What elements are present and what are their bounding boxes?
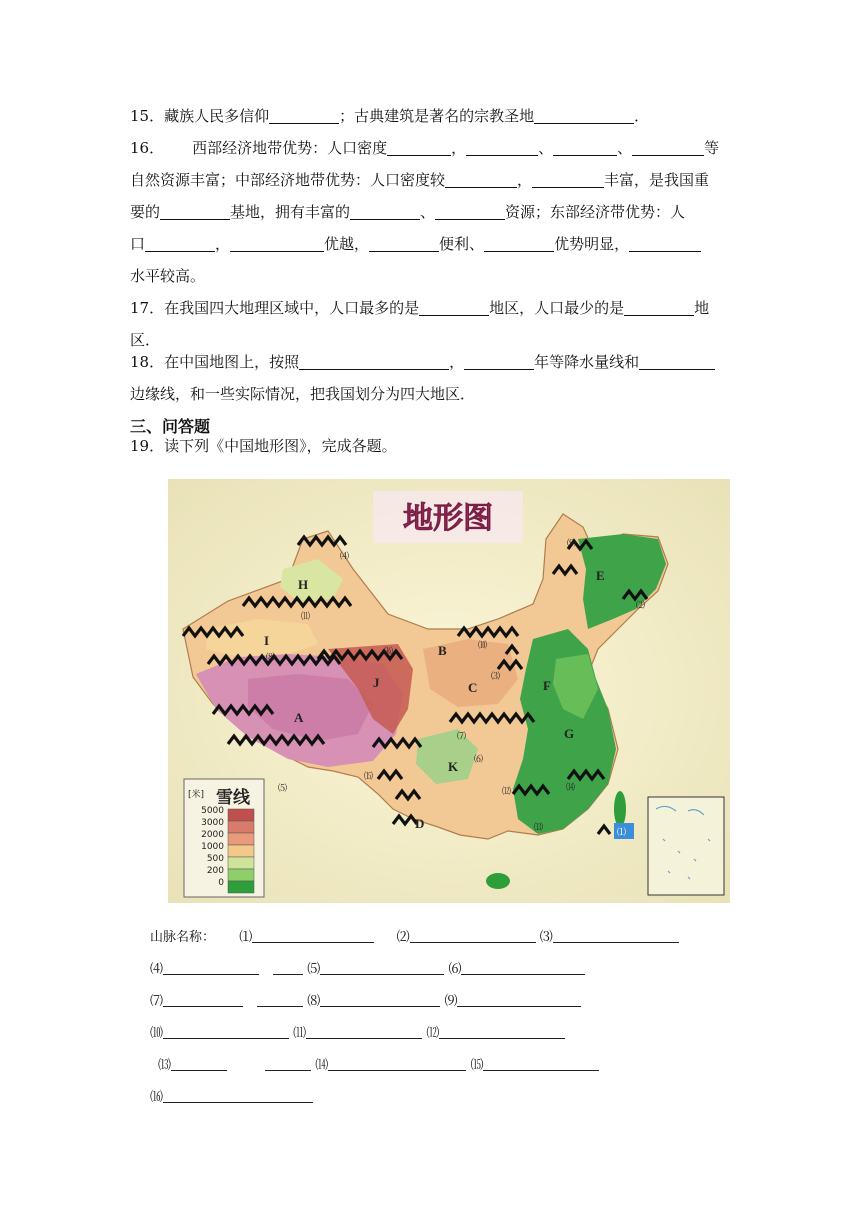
answer-blank[interactable]: [145, 233, 215, 252]
question-15: 15．藏族人民多信仰 ；古典建筑是著名的宗教圣地 ．: [130, 107, 650, 125]
region-letter-a: A: [294, 710, 304, 725]
answer-blank[interactable]: [629, 233, 701, 252]
question-17: 17．在我国四大地理区域中，人口最多的是 地区，人口最少的是 地 区．: [130, 299, 710, 349]
answer-blank[interactable]: [435, 201, 505, 220]
svg-text:[米]: [米]: [188, 790, 205, 800]
hainan-island: [486, 873, 510, 889]
mountain-number-13: ⒀: [534, 823, 544, 833]
mountain-number-8: ⑻: [266, 653, 276, 663]
legend-tick-label: 5000: [201, 806, 224, 816]
region-letter-e: E: [596, 568, 605, 583]
answer-blank[interactable]: [534, 105, 634, 124]
mountain-number-12: ⑿: [502, 787, 512, 797]
answer-blank[interactable]: [171, 1056, 227, 1071]
answer-blank[interactable]: [163, 992, 243, 1007]
answer-row-1: 山脉名称： ⑴ ⑵ ⑶: [150, 926, 679, 945]
answer-blank[interactable]: [624, 297, 694, 316]
region-letter-g: G: [564, 726, 575, 741]
answer-blank[interactable]: [350, 201, 420, 220]
answers-label: 山脉名称：: [150, 930, 216, 945]
legend-swatch: [228, 809, 254, 821]
answer-blank[interactable]: [419, 297, 489, 316]
answer-blank[interactable]: [320, 992, 440, 1007]
answer-blank[interactable]: [466, 137, 538, 156]
section-heading: 三、问答题: [130, 417, 211, 436]
answer-blank[interactable]: [163, 1024, 289, 1039]
legend-swatch: [228, 845, 254, 857]
mountain-number-16: ⒃: [384, 647, 394, 657]
legend-title: 雪线: [216, 788, 250, 808]
answer-blank[interactable]: [639, 351, 715, 370]
legend-tick-label: 0: [218, 878, 224, 888]
mountain-number-5: ⑸: [278, 784, 288, 794]
answer-blank[interactable]: [252, 928, 374, 943]
mountain-number-14: ⒁: [566, 783, 576, 793]
region-letter-c: C: [468, 680, 478, 695]
legend-swatch: [228, 821, 254, 833]
answer-blank[interactable]: [461, 960, 585, 975]
map-title: 地形图: [403, 501, 493, 536]
answer-blank[interactable]: [369, 233, 439, 252]
answer-blank[interactable]: [163, 960, 259, 975]
legend-tick-label: 3000: [201, 818, 224, 828]
china-terrain-map: [168, 479, 730, 903]
answer-blank[interactable]: [484, 233, 554, 252]
question-19: 19．读下列《中国地形图》，完成各题。: [130, 437, 397, 455]
legend-swatch: [228, 833, 254, 845]
mountain-number-11: ⑾: [301, 612, 311, 622]
question-18: 18．在中国地图上，按照 ， 年等降水量线和 边缘线，和一些实际情况，把我国划分为四大地区．: [130, 346, 730, 410]
legend-unit: 米: [191, 790, 201, 800]
legend-swatch: [228, 869, 254, 881]
mountain-number-7: ⑺: [457, 732, 467, 742]
answer-blank[interactable]: [163, 1088, 313, 1103]
region-letter-d: D: [415, 816, 425, 831]
q15-number: 15．: [130, 107, 165, 125]
answer-blank[interactable]: [632, 137, 704, 156]
answer-row-4: ⑽ ⑾ ⑿: [150, 1022, 565, 1041]
legend-swatch: [228, 881, 254, 893]
answer-blank[interactable]: [320, 960, 444, 975]
mountain-number-15: ⒂: [364, 772, 374, 782]
mountain-number-6: ⑹: [474, 755, 484, 765]
region-letter-h: H: [298, 577, 309, 592]
region-letter-i: I: [264, 633, 270, 648]
answer-blank[interactable]: [464, 351, 534, 370]
map-svg: [168, 479, 730, 903]
answer-blank[interactable]: [306, 1024, 422, 1039]
answer-blank[interactable]: [328, 1056, 466, 1071]
legend-swatch: [228, 857, 254, 869]
elevation-legend: [184, 779, 264, 897]
answer-row-3: ⑺ ⑻ ⑼: [150, 990, 581, 1009]
answer-blank[interactable]: [230, 233, 324, 252]
answer-blank[interactable]: [532, 169, 604, 188]
answer-row-6: ⒃: [150, 1086, 313, 1105]
answer-blank[interactable]: [483, 1056, 599, 1071]
mountain-number-3: ⑶: [491, 672, 501, 682]
south-china-sea-inset: [648, 797, 724, 895]
mountain-number-4: ⑷: [340, 552, 350, 562]
answer-blank[interactable]: [457, 992, 581, 1007]
answer-blank[interactable]: [553, 928, 679, 943]
answer-blank[interactable]: [445, 169, 517, 188]
question-16: 16． 西部经济地带优势：人口密度 ， 、 、 等 自然资源丰富；中部经济地带优势：人口密度较 ， 丰富，是我国重 要的 基地，拥有丰富的 、 资源；东部经济带优势：人 口 ， 优越， 便利、 优势明显， 水平较高。: [130, 139, 720, 285]
taiwan-island: [614, 791, 626, 827]
mountain-number-2: ⑵: [636, 601, 646, 611]
answer-row-5: ⒀ ⒁ ⒂: [158, 1054, 599, 1073]
answer-blank[interactable]: [410, 928, 536, 943]
legend-tick-label: 1000: [201, 842, 224, 852]
region-letter-j: J: [373, 675, 380, 690]
answer-blank[interactable]: [269, 105, 339, 124]
mountain-number-1: ⑴: [617, 828, 627, 838]
legend-tick-label: 200: [206, 866, 224, 876]
legend-tick-label: 2000: [201, 830, 224, 840]
answer-blank[interactable]: [553, 137, 617, 156]
answer-blank[interactable]: [299, 351, 449, 370]
region-letter-k: K: [448, 759, 459, 774]
answer-blank[interactable]: [387, 137, 451, 156]
region-letter-b: B: [438, 643, 447, 658]
answer-blank[interactable]: [439, 1024, 565, 1039]
answer-blank[interactable]: [160, 201, 230, 220]
mountain-number-9: ⑼: [567, 539, 577, 549]
mountain-number-10: ⑽: [478, 641, 488, 651]
region-letter-f: F: [543, 678, 551, 693]
legend-tick-label: 500: [206, 854, 224, 864]
answer-row-2: ⑷ ⑸ ⑹: [150, 958, 585, 977]
